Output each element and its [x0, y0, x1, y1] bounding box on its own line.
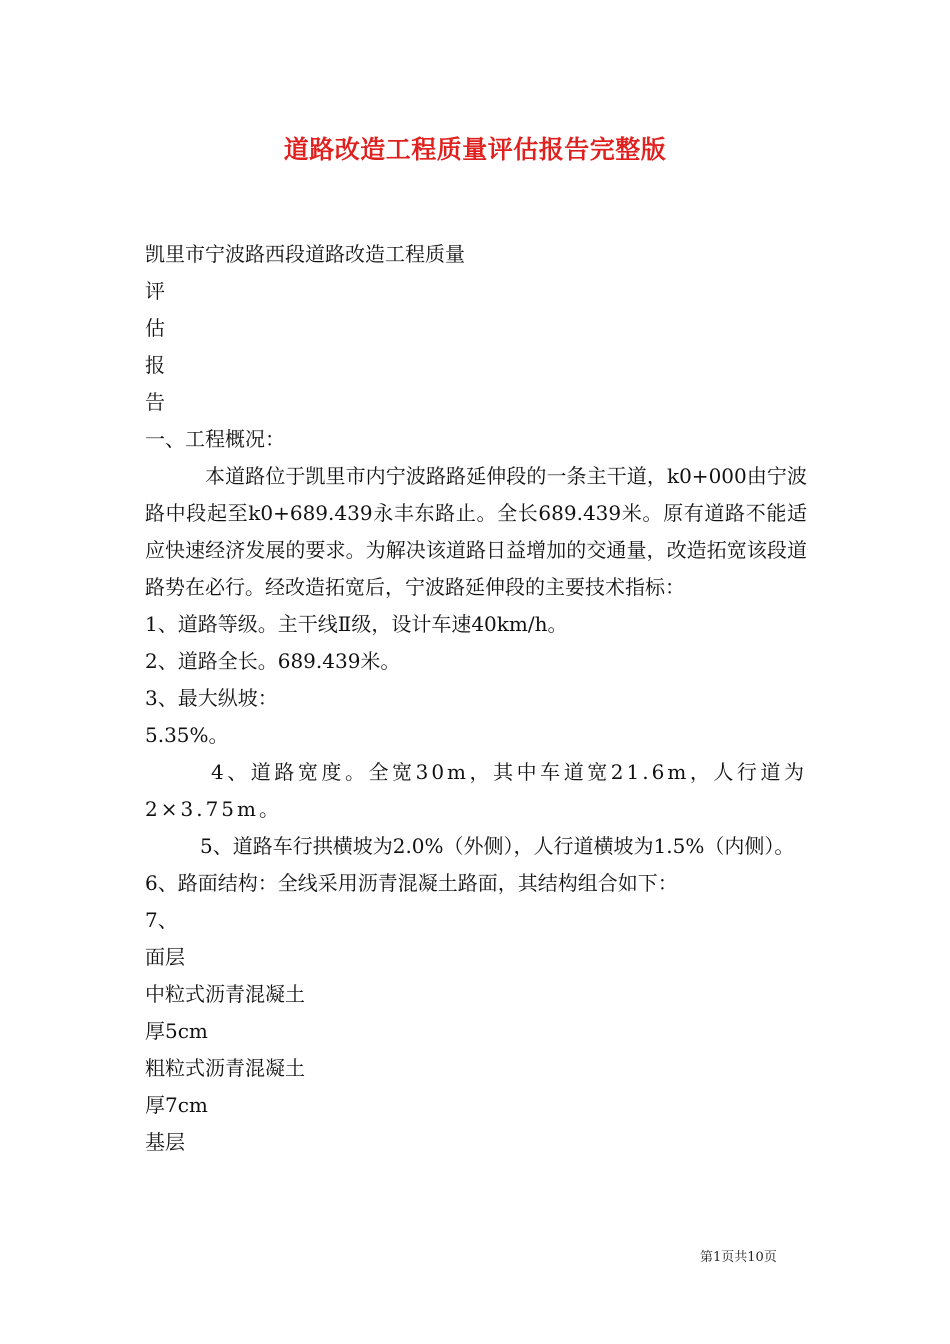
spec-item: 3、最大纵坡：	[145, 686, 278, 710]
structure-line: 粗粒式沥青混凝土	[145, 1056, 305, 1080]
spec-item: 5、道路车行拱横坡为2.0%（外侧），人行道横坡为1.5%（内侧）。	[200, 834, 795, 858]
spec-item: 4、道路宽度。全宽30m，其中车道宽21.6m，人行道为2×3.75m。	[145, 760, 807, 821]
structure-line: 厚7cm	[145, 1093, 208, 1117]
document-body	[145, 236, 807, 1161]
section-heading: 一、工程概况：	[145, 427, 285, 451]
spec-item: 6、路面结构：全线采用沥青混凝土路面，其结构组合如下：	[145, 871, 678, 895]
structure-line: 面层	[145, 945, 185, 969]
report-vertical-char: 估	[145, 316, 165, 340]
spec-item: 2、道路全长。689.439米。	[145, 649, 401, 673]
structure-line: 厚5cm	[145, 1019, 208, 1043]
overview-paragraph: 本道路位于凯里市内宁波路路延伸段的一条主干道，k0+000由宁波路中段起至k0+689.439永丰东路止。全长689.439米。原有道路不能适应快速经济发展的要求。为解决该道路日益增加的交通量，改造拓宽该段道路势在必行。经改造拓宽后，宁波路延伸段的主要技术指标：	[145, 464, 807, 599]
report-vertical-char: 报	[145, 353, 165, 377]
report-vertical-char: 告	[145, 390, 165, 414]
report-subject-line: 凯里市宁波路西段道路改造工程质量	[145, 242, 465, 266]
document-title: 道路改造工程质量评估报告完整版	[283, 135, 667, 164]
page-number: 第1页共10页	[700, 1250, 777, 1265]
report-vertical-char: 评	[145, 279, 165, 303]
structure-line: 基层	[145, 1130, 185, 1154]
spec-item: 1、道路等级。主干线Ⅱ级，设计车速40km/h。	[145, 612, 568, 636]
spec-value: 5.35%。	[145, 723, 229, 747]
structure-line: 中粒式沥青混凝土	[145, 982, 305, 1006]
spec-item: 7、	[145, 908, 178, 932]
